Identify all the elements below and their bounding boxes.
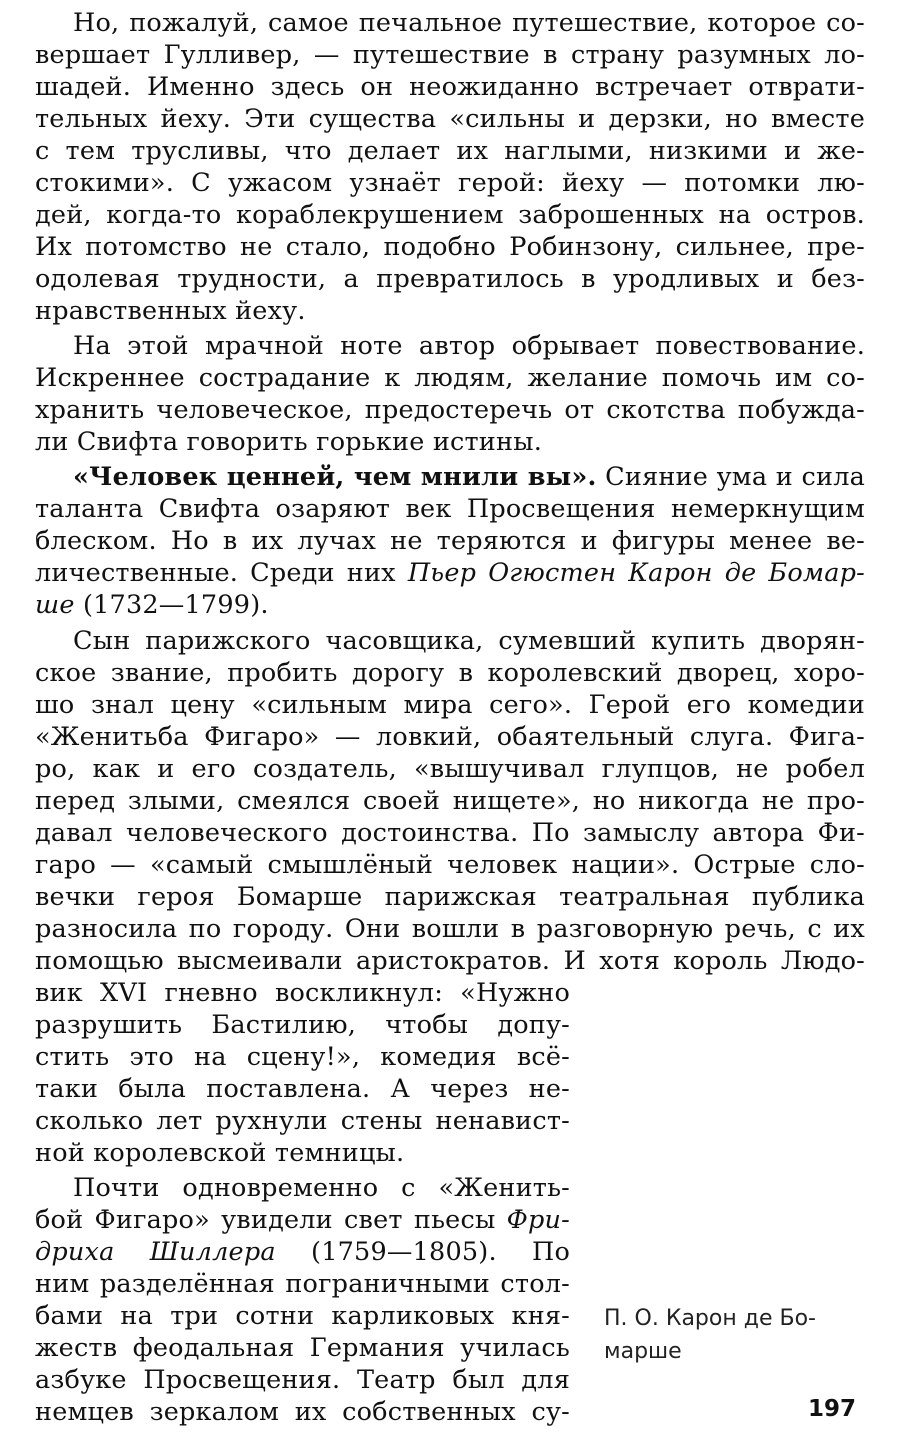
text-line: «Женитьба Фигаро» — ловкий, обаятельный слуга. Фига- bbox=[35, 722, 865, 752]
page-number: 197 bbox=[808, 1396, 857, 1422]
text-line: одолевая трудности, а превратилось в уродливых и без- bbox=[35, 264, 865, 294]
text-line: таки была поставлена. А через не- bbox=[35, 1074, 570, 1104]
text-line: помощью высмеивали аристократов. И хотя король Людо- bbox=[35, 946, 865, 976]
image-caption bbox=[604, 1302, 874, 1368]
text-line: тельных йеху. Эти существа «сильны и дерзки, но вместе bbox=[35, 104, 865, 134]
caption-line: марше bbox=[604, 1339, 682, 1364]
text-line: давал человеческого достоинства. По замыслу автора Фи- bbox=[35, 818, 865, 848]
text-fragment: Сияние ума и сила bbox=[596, 462, 865, 492]
text-line bbox=[35, 589, 865, 621]
text-line: ним разделённая пограничными стол- bbox=[35, 1269, 570, 1299]
text-line: стить это на сцену!», комедия всё- bbox=[35, 1042, 570, 1072]
author-name: Пьер Огюстен Карон де Бомар- bbox=[407, 558, 865, 588]
text-line: Их потомство не стало, подобно Робинзону, сильнее, пре- bbox=[35, 232, 865, 262]
text-line: шо знал цену «сильным мира сего». Герой его комедии bbox=[35, 690, 865, 720]
text-line: нравственных йеху. bbox=[35, 296, 306, 326]
text-line bbox=[35, 1236, 570, 1268]
text-line: вик XVI гневно воскликнул: «Нужно bbox=[35, 978, 570, 1008]
text-line bbox=[35, 557, 865, 589]
text-line bbox=[35, 1204, 570, 1236]
text-line: Но, пожалуй, самое печальное путешествие, которое со- bbox=[73, 8, 865, 38]
text-line: шадей. Именно здесь он неожиданно встречает отврати- bbox=[35, 72, 865, 102]
text-line: Почти одновременно с «Женить- bbox=[73, 1173, 570, 1203]
text-line: ро, как и его создатель, «вышучивал глупцов, не робел bbox=[35, 754, 865, 784]
text-line: таланта Свифта озаряют век Просвещения немеркнущим bbox=[35, 494, 865, 524]
text-line: сколько лет рухнули стены ненавист- bbox=[35, 1106, 570, 1136]
author-name: Фри- bbox=[506, 1205, 570, 1235]
author-name: дриха Шиллера bbox=[35, 1237, 276, 1267]
text-fragment: бой Фигаро» увидели свет пьесы bbox=[35, 1205, 507, 1235]
text-line bbox=[35, 461, 865, 493]
text-line: вершает Гулливер, — путешествие в страну разумных ло- bbox=[35, 40, 865, 70]
text-line: азбуке Просвещения. Театр был для bbox=[35, 1365, 570, 1395]
text-line: с тем трусливы, что делает их наглыми, низкими и же- bbox=[35, 136, 865, 166]
text-fragment: личественные. Среди них bbox=[35, 558, 408, 588]
text-line: блеском. Но в их лучах не теряются и фигуры менее ве- bbox=[35, 526, 865, 556]
section-heading: «Человек ценней, чем мнили вы». bbox=[73, 462, 597, 492]
text-line: ной королевской темницы. bbox=[35, 1138, 405, 1168]
text-line: бами на три сотни карликовых кня- bbox=[35, 1301, 570, 1331]
caption-line: П. О. Карон де Бо- bbox=[604, 1306, 816, 1331]
text-line: жеств феодальная Германия училась bbox=[35, 1333, 570, 1363]
text-line: перед злыми, смеялся своей нищете», но никогда не про- bbox=[35, 786, 865, 816]
text-line: гаро — «самый смышлёный человек нации». Острые сло- bbox=[35, 850, 865, 880]
text-line: На этой мрачной ноте автор обрывает повествование. bbox=[73, 331, 865, 361]
author-name: ше bbox=[35, 590, 75, 620]
text-line: вечки героя Бомарше парижская театральная публика bbox=[35, 882, 865, 912]
text-line: немцев зеркалом их собственных су- bbox=[35, 1397, 570, 1427]
text-line: стокими». С ужасом узнаёт герой: йеху — потомки лю- bbox=[35, 168, 865, 198]
text-line: разносила по городу. Они вошли в разговорную речь, с их bbox=[35, 914, 865, 944]
text-line: ли Свифта говорить горькие истины. bbox=[35, 427, 543, 457]
text-line: разрушить Бастилию, чтобы допу- bbox=[35, 1010, 570, 1040]
text-line: Сын парижского часовщика, сумевший купить дворян- bbox=[73, 626, 865, 656]
text-line: ское звание, пробить дорогу в королевский дворец, хоро- bbox=[35, 658, 865, 688]
text-line: Искреннее сострадание к людям, желание помочь им со- bbox=[35, 363, 865, 393]
text-line: хранить человеческое, предостеречь от скотства побужда- bbox=[35, 395, 865, 425]
text-fragment: (1759—1805). По bbox=[275, 1237, 571, 1267]
text-fragment: (1732—1799). bbox=[74, 590, 269, 620]
text-line: дей, когда-то кораблекрушением заброшенных на остров. bbox=[35, 200, 865, 230]
